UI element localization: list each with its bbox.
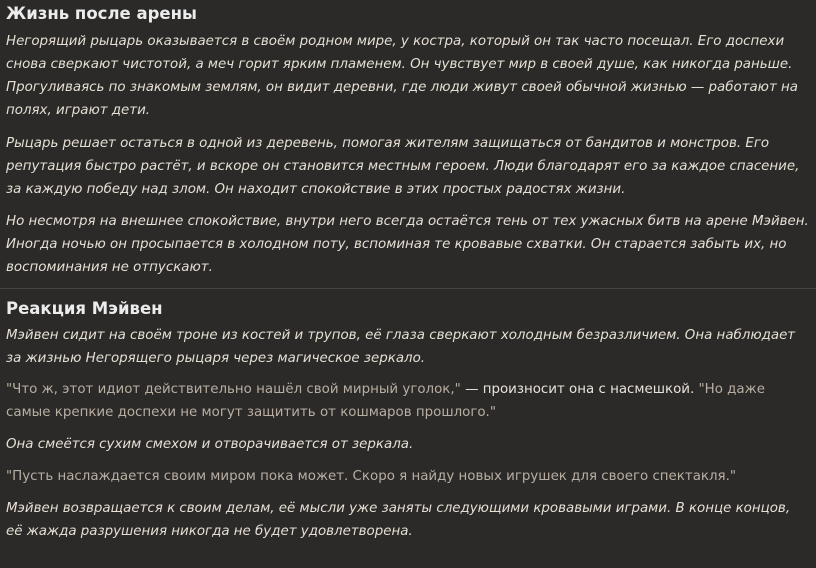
section-heading-maiven-reaction: Реакция Мэйвен [6,299,163,318]
story-paragraph-5: Она смеётся сухим смехом и отворачивается от зеркала. [6,437,414,452]
story-paragraph-4: Мэйвен сидит на своём троне из костей и трупов, её глаза сверкают холодным безразличием. Она наблюдает за жизнью Негорящего рыцаря через магическое зеркало. [6,328,796,366]
dialogue-paragraph-2 [6,465,810,488]
story-paragraph-1: Негорящий рыцарь оказывается в своём родном мире, у костра, который он так часто посещал. Его доспехи снова сверкают чистотой, а меч горит ярким пламенем. Он чувствует мир в своей душе, как никогда раньше. Прогуливаясь по знакомым землям, он видит деревни, где люди живут своей обычной жизнью — работают на полях, играют дети. [6,34,798,118]
story-paragraph-6: Мэйвен возвращается к своим делам, её мысли уже заняты следующими кровавыми играми. В конце концов, её жажда разрушения никогда не будет удовлетворена. [6,501,791,539]
dialogue-quote-1a: "Что ж, этот идиот действительно нашёл свой мирный уголок," [6,382,461,397]
dialogue-paragraph-1 [6,378,810,424]
story-paragraph-3: Но несмотря на внешнее спокойствие, внутри него всегда остаётся тень от тех ужасных битв на арене Мэйвен. Иногда ночью он просыпается в холодном поту, вспоминая те кровавые схватки. Он старается забыть их, но воспоминания не отпускают. [6,214,809,275]
dialogue-speech-tag: — произносит она с насмешкой. [460,382,699,397]
section-heading-life-after-arena: Жизнь после арены [6,4,197,23]
dialogue-quote-1b: "Но даже самые крепкие доспехи не могут защитить от кошмаров прошлого." [6,382,765,420]
dialogue-quote-2: "Пусть наслаждается своим миром пока может. Скоро я найду новых игрушек для своего спектакля." [6,469,737,484]
story-paragraph-2: Рыцарь решает остаться в одной из деревень, помогая жителям защищаться от бандитов и монстров. Его репутация быстро растёт, и вскоре он становится местным героем. Люди благодарят его за каждое спасение, за каждую победу над злом. Он находит спокойствие в этих простых радостях жизни. [6,136,800,197]
